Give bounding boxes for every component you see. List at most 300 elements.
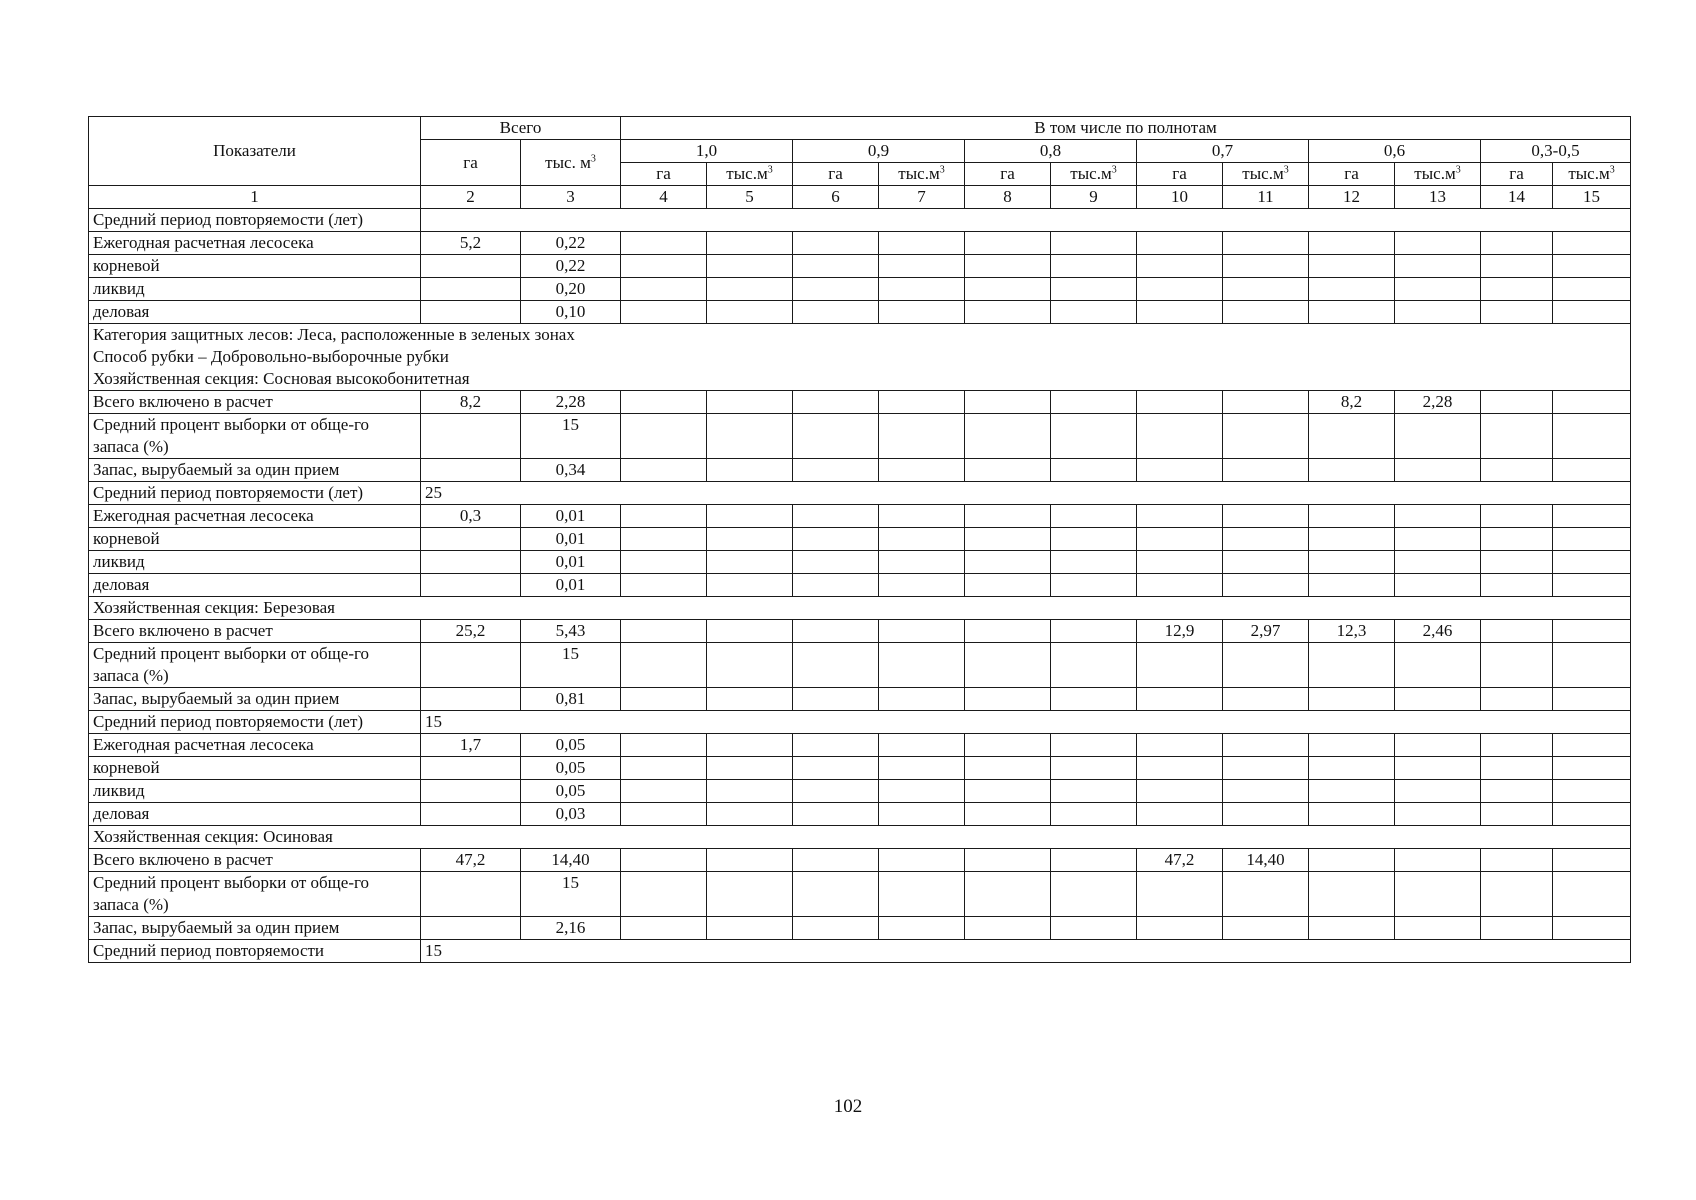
table-row: [89, 643, 1631, 688]
table-cell: [1051, 643, 1137, 688]
table-cell: [1051, 780, 1137, 803]
header-total: Всего: [421, 117, 621, 140]
table-cell: [707, 232, 793, 255]
table-cell: 0,01: [521, 505, 621, 528]
table-cell: [793, 620, 879, 643]
table-cell: [621, 459, 707, 482]
column-number: 10: [1137, 186, 1223, 209]
table-cell: [1309, 278, 1395, 301]
table-cell: [1395, 301, 1481, 324]
table-cell: [621, 757, 707, 780]
table-cell: [707, 255, 793, 278]
table-cell: [1051, 301, 1137, 324]
table-cell: [421, 551, 521, 574]
table-cell: [621, 574, 707, 597]
table-cell: [707, 849, 793, 872]
table-cell: [1481, 255, 1553, 278]
column-number: 6: [793, 186, 879, 209]
table-cell: [1223, 232, 1309, 255]
table-cell: [1553, 255, 1631, 278]
table-cell: [1223, 574, 1309, 597]
period-row: [89, 711, 1631, 734]
table-cell: [1051, 917, 1137, 940]
table-cell: [793, 574, 879, 597]
table-cell: [965, 757, 1051, 780]
table-cell: [1051, 574, 1137, 597]
table-cell: [621, 688, 707, 711]
table-cell: [621, 551, 707, 574]
table-cell: [1137, 574, 1223, 597]
table-cell: [1553, 505, 1631, 528]
table-cell: [793, 232, 879, 255]
table-cell: [1051, 278, 1137, 301]
table-cell: [879, 255, 965, 278]
table-cell: 0,01: [521, 528, 621, 551]
table-cell: [1395, 917, 1481, 940]
table-cell: 0,01: [521, 551, 621, 574]
table-cell: [1223, 255, 1309, 278]
table-cell: [421, 688, 521, 711]
table-cell: [707, 391, 793, 414]
table-cell: [1395, 459, 1481, 482]
period-value: 25: [421, 482, 1631, 505]
table-cell: [879, 528, 965, 551]
table-cell: [1553, 757, 1631, 780]
table-cell: [1395, 643, 1481, 688]
table-cell: [1481, 643, 1553, 688]
table-cell: [621, 917, 707, 940]
table-cell: 2,28: [521, 391, 621, 414]
table-cell: [879, 849, 965, 872]
table-cell: [879, 414, 965, 459]
table-row: [89, 574, 1631, 597]
table-row: [89, 232, 1631, 255]
table-cell: [1309, 459, 1395, 482]
table-cell: [421, 414, 521, 459]
column-number: 7: [879, 186, 965, 209]
table-cell: [421, 917, 521, 940]
table-cell: [965, 917, 1051, 940]
row-label: Всего включено в расчет: [89, 391, 421, 414]
table-cell: [1137, 459, 1223, 482]
header-density-0-3-0-5: 0,3-0,5: [1481, 140, 1631, 163]
table-cell: [621, 528, 707, 551]
table-cell: [421, 780, 521, 803]
table-cell: 0,22: [521, 232, 621, 255]
table-cell: [421, 255, 521, 278]
table-cell: [1137, 278, 1223, 301]
row-label: Запас, вырубаемый за один прием: [89, 459, 421, 482]
table-cell: [1223, 459, 1309, 482]
table-cell: [1051, 849, 1137, 872]
table-cell: [793, 551, 879, 574]
table-cell: [621, 301, 707, 324]
header-unit-thous-m3: $тыс.м^3$: [1051, 163, 1137, 186]
table-cell: [793, 414, 879, 459]
table-cell: 0,3: [421, 505, 521, 528]
table-cell: 0,03: [521, 803, 621, 826]
table-cell: [421, 757, 521, 780]
table-cell: [421, 278, 521, 301]
table-cell: [1553, 278, 1631, 301]
table-cell: [707, 803, 793, 826]
table-cell: [1223, 734, 1309, 757]
table-cell: [879, 872, 965, 917]
table-cell: [1137, 780, 1223, 803]
table-cell: [1553, 551, 1631, 574]
table-cell: [1223, 505, 1309, 528]
table-cell: [1137, 301, 1223, 324]
table-cell: 8,2: [1309, 391, 1395, 414]
table-cell: [1137, 505, 1223, 528]
table-cell: 14,40: [1223, 849, 1309, 872]
table-cell: [707, 620, 793, 643]
table-cell: [965, 620, 1051, 643]
row-label: ликвид: [89, 278, 421, 301]
table-cell: 0,05: [521, 734, 621, 757]
table-cell: [1051, 803, 1137, 826]
header-including-by-density: В том числе по полнотам: [621, 117, 1631, 140]
table-cell: [1051, 872, 1137, 917]
table-cell: [707, 643, 793, 688]
table-cell: [1481, 803, 1553, 826]
table-cell: [1395, 551, 1481, 574]
row-label: корневой: [89, 757, 421, 780]
table-cell: [965, 849, 1051, 872]
table-cell: [793, 803, 879, 826]
header-density-0-7: 0,7: [1137, 140, 1309, 163]
table-cell: [621, 278, 707, 301]
table-cell: [1137, 528, 1223, 551]
table-cell: 0,05: [521, 780, 621, 803]
table-cell: [1553, 688, 1631, 711]
column-number: 13: [1395, 186, 1481, 209]
table-row: [89, 780, 1631, 803]
table-cell: 2,28: [1395, 391, 1481, 414]
table-row: [89, 255, 1631, 278]
table-cell: [1395, 414, 1481, 459]
table-cell: [1309, 757, 1395, 780]
table-cell: [1223, 780, 1309, 803]
table-cell: [965, 551, 1051, 574]
row-label: корневой: [89, 255, 421, 278]
table-cell: [1553, 574, 1631, 597]
row-label: Средний процент выборки от обще-го запаса (%): [89, 643, 421, 688]
column-number: 3: [521, 186, 621, 209]
table-cell: [1309, 780, 1395, 803]
table-cell: 12,9: [1137, 620, 1223, 643]
table-cell: [1481, 734, 1553, 757]
table-cell: [1309, 734, 1395, 757]
row-label: Ежегодная расчетная лесосека: [89, 232, 421, 255]
table-cell: [1553, 232, 1631, 255]
table-cell: [1309, 528, 1395, 551]
header-unit-ha: га: [965, 163, 1051, 186]
table-cell: [421, 643, 521, 688]
table-cell: [1309, 255, 1395, 278]
row-label: Средний период повторяемости (лет): [89, 209, 421, 232]
table-cell: [965, 643, 1051, 688]
table-cell: [879, 232, 965, 255]
table-cell: [1051, 414, 1137, 459]
table-cell: 15: [521, 643, 621, 688]
table-row: [89, 803, 1631, 826]
header-unit-ha: га: [793, 163, 879, 186]
row-label: Ежегодная расчетная лесосека: [89, 734, 421, 757]
table-cell: [1137, 917, 1223, 940]
table-cell: [1223, 551, 1309, 574]
column-number: 8: [965, 186, 1051, 209]
row-label: Средний период повторяемости: [89, 940, 421, 963]
table-row: [89, 688, 1631, 711]
row-label: деловая: [89, 301, 421, 324]
table-cell: [621, 872, 707, 917]
table-cell: [1051, 459, 1137, 482]
table-cell: [1051, 505, 1137, 528]
table-cell: [1481, 688, 1553, 711]
table-cell: 15: [521, 872, 621, 917]
table-cell: [1223, 301, 1309, 324]
table-row: [89, 849, 1631, 872]
table-row: [89, 872, 1631, 917]
period-value: 15: [421, 711, 1631, 734]
table-cell: 5,2: [421, 232, 521, 255]
period-row: [89, 482, 1631, 505]
table-cell: 2,46: [1395, 620, 1481, 643]
table-cell: [965, 734, 1051, 757]
table-cell: [421, 803, 521, 826]
table-cell: [1051, 620, 1137, 643]
row-label: Всего включено в расчет: [89, 620, 421, 643]
table-cell: [965, 301, 1051, 324]
table-cell: 12,3: [1309, 620, 1395, 643]
table-cell: [1137, 551, 1223, 574]
header-unit-thous-m3: $тыс.м^3$: [1395, 163, 1481, 186]
table-cell: 0,05: [521, 757, 621, 780]
table-cell: 0,20: [521, 278, 621, 301]
table-cell: [793, 734, 879, 757]
table-cell: [965, 780, 1051, 803]
table-cell: [707, 688, 793, 711]
table-cell: [621, 232, 707, 255]
table-row: [89, 620, 1631, 643]
table-cell: [1395, 849, 1481, 872]
table-cell: [1481, 551, 1553, 574]
section-heading: Категория защитных лесов: Леса, расположенные в зеленых зонах Способ рубки – Добровольно-выборочные рубки Хозяйственная секция: Сосновая высокобонитетная: [89, 324, 1631, 391]
table-cell: [621, 414, 707, 459]
row-label: деловая: [89, 574, 421, 597]
table-cell: [1223, 278, 1309, 301]
table-cell: 1,7: [421, 734, 521, 757]
table-cell: [1553, 734, 1631, 757]
row-label: Запас, вырубаемый за один прием: [89, 917, 421, 940]
table-cell: [621, 255, 707, 278]
table-cell: [1553, 528, 1631, 551]
table-cell: [1223, 391, 1309, 414]
table-cell: [1137, 414, 1223, 459]
table-cell: [621, 849, 707, 872]
table-cell: [879, 459, 965, 482]
table-cell: [1223, 414, 1309, 459]
table-cell: [965, 872, 1051, 917]
table-cell: [1395, 528, 1481, 551]
table-cell: [793, 528, 879, 551]
table-cell: [421, 528, 521, 551]
section-heading-row: [89, 324, 1631, 391]
table-cell: 47,2: [421, 849, 521, 872]
table-cell: [707, 278, 793, 301]
table-body: [89, 209, 1631, 963]
table-cell: [1481, 757, 1553, 780]
table-cell: [1395, 232, 1481, 255]
header-density-0-6: 0,6: [1309, 140, 1481, 163]
table-cell: 0,10: [521, 301, 621, 324]
table-cell: [1395, 872, 1481, 917]
table-cell: [879, 505, 965, 528]
header-density-0-9: 0,9: [793, 140, 965, 163]
table-cell: [1309, 301, 1395, 324]
table-cell: 0,34: [521, 459, 621, 482]
table-cell: [965, 803, 1051, 826]
table-cell: 0,22: [521, 255, 621, 278]
period-value: [421, 209, 1631, 232]
header-unit-ha: га: [1137, 163, 1223, 186]
section-heading-row: [89, 826, 1631, 849]
table-cell: [1481, 780, 1553, 803]
table-cell: [1395, 574, 1481, 597]
table-header: [89, 117, 1631, 209]
header-indicators: Показатели: [89, 117, 421, 186]
table-cell: [1309, 872, 1395, 917]
table-cell: [1309, 643, 1395, 688]
table-cell: [1553, 459, 1631, 482]
table-cell: 8,2: [421, 391, 521, 414]
table-cell: [1309, 574, 1395, 597]
table-cell: [1309, 917, 1395, 940]
table-cell: [1223, 803, 1309, 826]
table-cell: [1051, 528, 1137, 551]
table-cell: [1051, 255, 1137, 278]
table-cell: [1553, 414, 1631, 459]
header-column-numbers-row: [89, 186, 1631, 209]
table-cell: [1553, 643, 1631, 688]
table-cell: [1223, 643, 1309, 688]
table-cell: [707, 505, 793, 528]
table-cell: [1395, 757, 1481, 780]
table-cell: [1553, 872, 1631, 917]
table-cell: [1553, 620, 1631, 643]
table-cell: [1481, 391, 1553, 414]
table-cell: [1395, 734, 1481, 757]
table-cell: 15: [521, 414, 621, 459]
table-cell: [879, 278, 965, 301]
section-heading-row: [89, 597, 1631, 620]
row-label: корневой: [89, 528, 421, 551]
table-cell: [1395, 255, 1481, 278]
table-cell: [1309, 505, 1395, 528]
table-cell: 2,16: [521, 917, 621, 940]
table-cell: [1137, 872, 1223, 917]
header-unit-ha: га: [1481, 163, 1553, 186]
row-label: Ежегодная расчетная лесосека: [89, 505, 421, 528]
table-cell: [621, 780, 707, 803]
column-number: 1: [89, 186, 421, 209]
table-cell: [1223, 528, 1309, 551]
column-number: 14: [1481, 186, 1553, 209]
table-row: [89, 278, 1631, 301]
table-cell: [1137, 688, 1223, 711]
table-cell: [1481, 278, 1553, 301]
table-cell: [879, 780, 965, 803]
table-cell: [1309, 551, 1395, 574]
table-cell: [793, 459, 879, 482]
table-cell: [1395, 780, 1481, 803]
column-number: 11: [1223, 186, 1309, 209]
indicators-table: [88, 116, 1631, 963]
table-row: [89, 459, 1631, 482]
table-cell: [707, 734, 793, 757]
table-cell: [1481, 620, 1553, 643]
table-cell: [707, 780, 793, 803]
table-cell: [1481, 872, 1553, 917]
table-cell: [965, 391, 1051, 414]
table-cell: [707, 414, 793, 459]
table-cell: [965, 528, 1051, 551]
table-cell: [965, 459, 1051, 482]
table-row: [89, 301, 1631, 324]
header-density-0-8: 0,8: [965, 140, 1137, 163]
header-unit-thous-m3: $тыс.м^3$: [879, 163, 965, 186]
row-label: Средний период повторяемости (лет): [89, 482, 421, 505]
table-cell: [793, 255, 879, 278]
table-cell: [707, 301, 793, 324]
table-cell: [1137, 803, 1223, 826]
column-number: 9: [1051, 186, 1137, 209]
table-cell: [1553, 803, 1631, 826]
table-cell: [1309, 414, 1395, 459]
table-cell: [793, 391, 879, 414]
table-cell: [879, 574, 965, 597]
table-row: [89, 757, 1631, 780]
table-cell: [421, 872, 521, 917]
table-cell: [621, 620, 707, 643]
table-cell: [879, 391, 965, 414]
table-cell: [879, 688, 965, 711]
table-cell: 14,40: [521, 849, 621, 872]
table-cell: [965, 505, 1051, 528]
table-cell: [879, 734, 965, 757]
table-cell: [879, 620, 965, 643]
table-cell: [1553, 301, 1631, 324]
section-heading: Хозяйственная секция: Осиновая: [89, 826, 1631, 849]
header-unit-thous-m3: $тыс.м^3$: [707, 163, 793, 186]
table-cell: [965, 574, 1051, 597]
table-cell: [707, 917, 793, 940]
table-cell: [707, 574, 793, 597]
table-cell: 47,2: [1137, 849, 1223, 872]
table-cell: [1395, 278, 1481, 301]
table-cell: [1395, 505, 1481, 528]
header-density-1-0: 1,0: [621, 140, 793, 163]
table-row: [89, 551, 1631, 574]
table-cell: 25,2: [421, 620, 521, 643]
table-cell: [621, 391, 707, 414]
table-cell: [1553, 391, 1631, 414]
table-cell: [1137, 643, 1223, 688]
table-cell: [965, 688, 1051, 711]
table-cell: [1137, 391, 1223, 414]
table-cell: [1309, 688, 1395, 711]
